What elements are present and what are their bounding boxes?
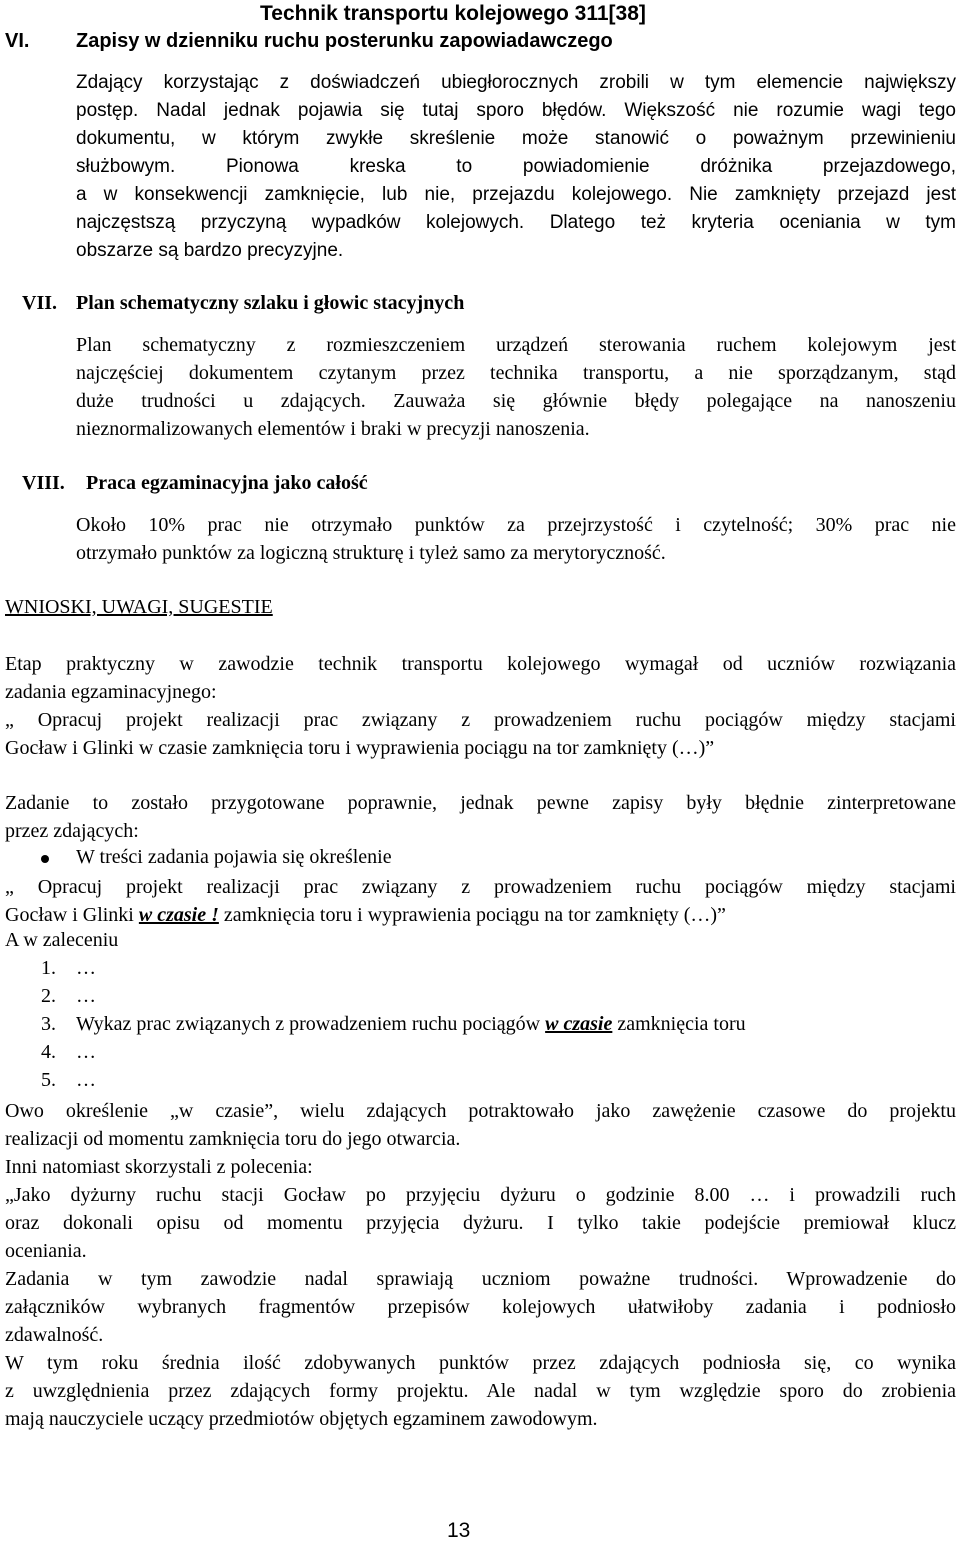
paragraph-line: Owo określenie „w czasie”, wielu zdających potraktowało jako zawężenie czasowe do projektu xyxy=(5,1100,956,1122)
quote-text: zamknięcia toru i wyprawienia pociągu na tor zamknięty (…)” xyxy=(218,904,726,926)
closing-text xyxy=(5,1097,956,1433)
list-number: 2. xyxy=(41,985,56,1007)
paragraph-line: oceniania. xyxy=(5,1240,87,1262)
list-number: 3. xyxy=(41,1013,56,1035)
list-item: … xyxy=(76,1069,96,1091)
bullet-text: W treści zadania pojawia się określenie xyxy=(76,846,392,868)
paragraph-line: Około 10% prac nie otrzymało punktów za przejrzystość i czytelność; 30% prac nie xyxy=(76,514,956,536)
page-number: 13 xyxy=(447,1519,471,1542)
paragraph-line: obszarze są bardzo precyzyjne. xyxy=(76,240,344,261)
paragraph-line: mają nauczyciele uczący przedmiotów objętych egzaminem zawodowym. xyxy=(5,1408,598,1430)
paragraph-line: Inni natomiast skorzystali z polecenia: xyxy=(5,1156,313,1178)
quote-2 xyxy=(5,873,956,929)
paragraph-line: W tym roku średnia ilość zdobywanych punktów przez zdających podniosła się, co wynika xyxy=(5,1352,956,1374)
conclusions-title: WNIOSKI, UWAGI, SUGESTIE xyxy=(5,596,273,618)
section-vii-number: VII. xyxy=(22,292,58,314)
paragraph-line: „ Opracuj projekt realizacji prac związany z prowadzeniem ruchu pociągów między stacjami xyxy=(5,709,956,731)
section-vii-body xyxy=(76,331,956,443)
bullet-icon xyxy=(41,855,49,863)
quote-text: Gocław i Glinki xyxy=(5,904,139,926)
section-viii-number: VIII. xyxy=(22,472,65,494)
list-number: 4. xyxy=(41,1041,56,1063)
paragraph-line: najczęstszą przyczyną wypadków kolejowych. Dlatego też kryteria oceniania w tym xyxy=(76,212,956,233)
paragraph-line: Gocław i Glinki w czasie zamknięcia toru i wyprawienia pociągu na tor zamknięty (…)” xyxy=(5,737,715,759)
recommendation-label: A w zaleceniu xyxy=(5,929,119,951)
section-vi-number: VI. xyxy=(5,30,30,52)
list-item: … xyxy=(76,1041,96,1063)
section-vi-body xyxy=(76,69,956,265)
list-item: … xyxy=(76,985,96,1007)
paragraph-line: z uwzględnienia przez zdających formy projektu. Ale nadal w tym względzie sporo do zrobienia xyxy=(5,1380,956,1402)
paragraph-line: oraz dokonali opisu od momentu przyjęcia dyżuru. I tylko takie podejście premiował klucz xyxy=(5,1212,956,1234)
paragraph-line: „ Opracuj projekt realizacji prac związany z prowadzeniem ruchu pociągów między stacjami xyxy=(5,876,956,898)
paragraph-line: duże trudności u zdających. Zauważa się głównie błędy polegające na nanoszeniu xyxy=(76,390,956,412)
list-number: 1. xyxy=(41,957,56,979)
list-item-text: Wykaz prac związanych z prowadzeniem ruchu pociągów xyxy=(76,1013,546,1035)
emphasis-text: w czasie ! xyxy=(138,904,219,926)
paragraph-line: „Jako dyżurny ruchu stacji Gocław po przyjęciu dyżuru o godzinie 8.00 … i prowadzili ruch xyxy=(5,1184,956,1206)
section-vi-title: Zapisy w dzienniku ruchu posterunku zapowiadawczego xyxy=(76,30,613,52)
list-item-text: zamknięcia toru xyxy=(612,1013,746,1035)
paragraph-line: otrzymało punktów za logiczną strukturę i tyleż samo za merytoryczność. xyxy=(76,542,666,564)
paragraph-line: Zdający korzystając z doświadczeń ubiegłorocznych zrobili w tym elemencie największy xyxy=(76,72,956,93)
paragraph-line: dokumentu, w którym zwykłe skreślenie może stanowić o poważnym przewinieniu xyxy=(76,128,956,149)
task-note xyxy=(5,789,956,845)
section-viii-title: Praca egzaminacyjna jako całość xyxy=(86,472,368,494)
paragraph-line: załączników wybranych fragmentów przepisów kolejowych ułatwiłoby zadania i podniosło xyxy=(5,1296,956,1318)
section-vii-title: Plan schematyczny szlaku i głowic stacyjnych xyxy=(76,292,465,314)
paragraph-line: realizacji od momentu zamknięcia toru do jego otwarcia. xyxy=(5,1128,461,1150)
paragraph-line: nieznormalizowanych elementów i braki w precyzji nanoszenia. xyxy=(76,418,590,440)
paragraph-line: Plan schematyczny z rozmieszczeniem urządzeń sterowania ruchem kolejowym jest xyxy=(76,334,956,356)
conclusions-intro xyxy=(5,650,956,762)
paragraph-line: najczęściej dokumentem czytanym przez technika transportu, a nie sporządzanym, stąd xyxy=(76,362,956,384)
paragraph-line: Zadanie to zostało przygotowane poprawnie, jednak pewne zapisy były błędnie zinterpretowane xyxy=(5,792,956,814)
paragraph-line xyxy=(5,901,956,929)
list-item xyxy=(76,1013,746,1036)
paragraph-line: Etap praktyczny w zawodzie technik transportu kolejowego wymagał od uczniów rozwiązania xyxy=(5,653,956,675)
list-item: … xyxy=(76,957,96,979)
section-viii-body xyxy=(76,511,956,567)
document-header: Technik transportu kolejowego 311[38] xyxy=(260,2,646,25)
paragraph-line: zdawalność. xyxy=(5,1324,104,1346)
paragraph-line: Zadania w tym zawodzie nadal sprawiają uczniom poważne trudności. Wprowadzenie do xyxy=(5,1268,956,1290)
paragraph-line: przez zdających: xyxy=(5,820,139,842)
paragraph-line: postęp. Nadal jednak pojawia się tutaj sporo błędów. Większość nie rozumie wagi tego xyxy=(76,100,956,121)
list-number: 5. xyxy=(41,1069,56,1091)
paragraph-line: a w konsekwencji zamknięcie, lub nie, przejazdu kolejowego. Nie zamknięty przejazd jest xyxy=(76,184,956,205)
paragraph-line: służbowym. Pionowa kreska to powiadomienie dróżnika przejazdowego, xyxy=(76,156,956,177)
paragraph-line: zadania egzaminacyjnego: xyxy=(5,681,217,703)
emphasis-text: w czasie xyxy=(545,1013,613,1035)
